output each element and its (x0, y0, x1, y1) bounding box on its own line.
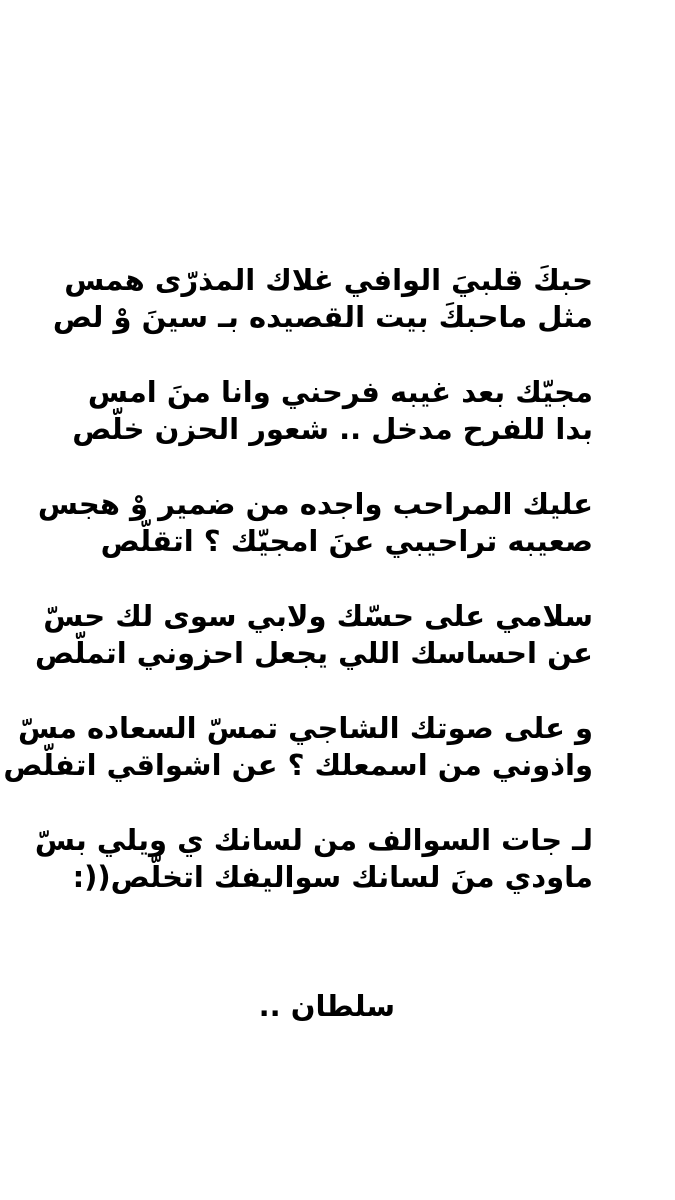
poem-line: مجيّك بعد غيبه فرحني وانا منَ امس (87, 375, 593, 409)
stanza-2 (0, 374, 675, 448)
stanza-1 (0, 262, 675, 336)
poem-line: صعيبه تراحيبي عنَ امجيّك ؟ اتقلّص (100, 524, 593, 558)
poem-line: عليك المراحب واجده من ضمير وْ هجس (37, 487, 593, 521)
stanza-5 (0, 710, 675, 784)
stanza-4 (0, 598, 675, 672)
poem-line: بدا للفرح مدخل .. شعور الحزن خلّص (72, 412, 593, 446)
author-signature: سلطان .. (258, 989, 395, 1023)
poem-line: ماودي منَ لسانك سواليفك اتخلّص((: (72, 860, 593, 894)
poem-line: سلامي على حسّك ولابي سوى لك حسّ (43, 599, 593, 633)
poem-line: حبكَ قلبيَ الوافي غلاك المذرّى همس (64, 263, 593, 297)
stanza-3 (0, 486, 675, 560)
author-signature-row (0, 988, 675, 1025)
stanza-6 (0, 822, 675, 896)
poem-line: عن احساسك اللي يجعل احزوني اتملّص (34, 636, 593, 670)
poem-line: واذوني من اسمعلك ؟ عن اشواقي اتفلّص (3, 748, 593, 782)
poem-line: لـ جات السوالف من لسانك ي ويلي بسّ (34, 823, 593, 857)
poem-line: و على صوتك الشاجي تمسّ السعاده مسّ (17, 711, 593, 745)
poem-line: مثل ماحبكَ بيت القصيده بـ سينَ وْ لص (52, 300, 593, 334)
poem-body (0, 262, 675, 934)
